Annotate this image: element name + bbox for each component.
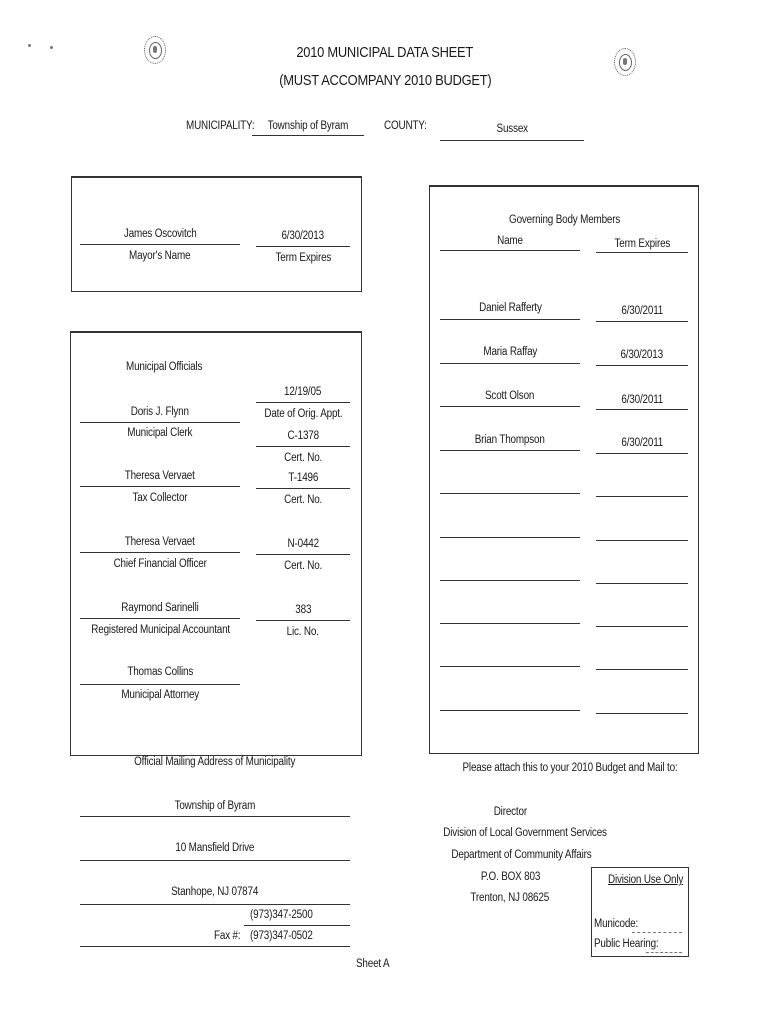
mayor-term-line <box>256 246 350 247</box>
attorney-name-line <box>80 684 240 685</box>
clerk-cert-no: C-1378 <box>287 430 319 442</box>
member-name-line-blank <box>440 580 580 581</box>
cfo-name: Theresa Vervaet <box>124 536 195 548</box>
mayor-name: James Oscovitch <box>123 228 197 240</box>
member-term-line-blank <box>596 583 688 584</box>
member-term-line-blank <box>596 540 688 541</box>
member-name: Maria Raffay <box>483 346 537 358</box>
member-term-line-blank <box>596 669 688 670</box>
tax-collector-name-line <box>80 486 240 487</box>
member-term-line <box>596 365 688 366</box>
mayor-name-line <box>80 244 240 245</box>
attorney-name: Thomas Collins <box>127 666 193 678</box>
cfo-title: Chief Financial Officer <box>113 558 207 570</box>
member-name: Scott Olson <box>485 390 535 402</box>
member-term-line-blank <box>596 496 688 497</box>
public-hearing-field <box>646 952 682 953</box>
governing-term-column: Term Expires <box>614 238 670 250</box>
member-term: 6/30/2011 <box>621 394 663 406</box>
send-to-line2: Division of Local Government Services <box>443 827 607 839</box>
member-name: Daniel Rafferty <box>478 302 542 314</box>
clerk-orig-appt-label: Date of Orig. Appt. <box>263 408 343 420</box>
member-name-line <box>440 406 580 407</box>
mailing-line1-rule <box>80 816 350 817</box>
mailing-fax-rule <box>80 946 350 947</box>
mailing-line2: 10 Mansfield Drive <box>175 842 255 854</box>
clerk-title: Municipal Clerk <box>127 427 193 439</box>
member-term-line-blank <box>596 713 688 714</box>
mailing-line1: Township of Byram <box>174 800 256 812</box>
member-term-line <box>596 453 688 454</box>
member-name-line <box>440 450 580 451</box>
tax-collector-name: Theresa Vervaet <box>124 470 195 482</box>
sheet-subtitle: (MUST ACCOMPANY 2010 BUDGET) <box>278 72 492 89</box>
tax-collector-cert-label: Cert. No. <box>283 494 323 506</box>
send-to-line1: Director <box>493 806 527 818</box>
member-term: 6/30/2011 <box>621 305 663 317</box>
member-term: 6/30/2013 <box>620 349 664 361</box>
send-to-line3: Department of Community Affairs <box>451 849 592 861</box>
member-term-line <box>596 409 688 410</box>
state-seal-left-icon <box>144 36 166 64</box>
fax-label: Fax #: <box>214 930 241 942</box>
member-term: 6/30/2011 <box>621 437 663 449</box>
rma-title: Registered Municipal Accountant <box>91 624 231 636</box>
county-label: COUNTY: <box>384 120 427 132</box>
member-name-line <box>440 319 580 320</box>
rma-name: Raymond Sarinelli <box>121 602 199 614</box>
member-name-line-blank <box>440 493 580 494</box>
tax-collector-cert-line <box>256 488 350 489</box>
cfo-cert-label: Cert. No. <box>283 560 323 572</box>
scan-speck <box>28 44 31 47</box>
rma-lic-no: 383 <box>295 604 311 616</box>
governing-body-heading: Governing Body Members <box>509 214 621 226</box>
clerk-orig-appt-date: 12/19/05 <box>284 386 322 398</box>
cfo-cert-line <box>256 554 350 555</box>
sheet-label: Sheet A <box>356 958 390 970</box>
sheet-title: 2010 MUNICIPAL DATA SHEET <box>296 44 474 61</box>
governing-term-header-line <box>596 252 688 253</box>
mailing-line3-rule <box>80 904 350 905</box>
governing-name-header-line <box>440 250 580 251</box>
municode-field <box>632 932 682 933</box>
member-name-line-blank <box>440 710 580 711</box>
cfo-cert-no: N-0442 <box>287 538 319 550</box>
clerk-cert-label: Cert. No. <box>283 452 323 464</box>
member-name-line-blank <box>440 623 580 624</box>
municipality-value: Township of Byram <box>267 120 349 132</box>
tax-collector-cert-no: T-1496 <box>288 472 318 484</box>
send-to-heading: Please attach this to your 2010 Budget and Mail to: <box>462 762 678 774</box>
tax-collector-title: Tax Collector <box>132 492 188 504</box>
clerk-cert-line <box>256 446 350 447</box>
governing-name-column: Name <box>497 235 523 247</box>
county-line <box>440 140 584 141</box>
mailing-fax: (973)347-0502 <box>250 930 313 942</box>
cfo-name-line <box>80 552 240 553</box>
rma-lic-line <box>256 620 350 621</box>
member-name-line-blank <box>440 537 580 538</box>
send-to-line4: P.O. BOX 803 <box>480 871 540 883</box>
clerk-name-line <box>80 422 240 423</box>
scan-speck <box>50 46 53 49</box>
member-term-line-blank <box>596 626 688 627</box>
mayor-term: 6/30/2013 <box>281 230 325 242</box>
officials-heading: Municipal Officials <box>126 361 203 373</box>
clerk-name: Doris J. Flynn <box>130 406 190 418</box>
county-value: Sussex <box>496 123 528 135</box>
member-term-line <box>596 321 688 322</box>
member-name-line-blank <box>440 666 580 667</box>
mayor-term-label: Term Expires <box>275 252 331 264</box>
rma-name-line <box>80 618 240 619</box>
mailing-phone-rule <box>244 925 350 926</box>
member-name-line <box>440 363 580 364</box>
mailing-phone: (973)347-2500 <box>250 909 313 921</box>
clerk-date-line <box>256 402 350 403</box>
mailing-heading: Official Mailing Address of Municipality <box>134 756 296 768</box>
municode-label: Municode: <box>594 918 639 930</box>
member-name: Brian Thompson <box>475 434 545 446</box>
mailing-line2-rule <box>80 860 350 861</box>
state-seal-right-icon <box>614 48 636 76</box>
mayor-name-label: Mayor's Name <box>129 250 191 262</box>
municipality-label: MUNICIPALITY: <box>186 120 255 132</box>
attorney-title: Municipal Attorney <box>121 689 199 701</box>
send-to-line5: Trenton, NJ 08625 <box>470 892 550 904</box>
rma-lic-label: Lic. No. <box>286 626 320 638</box>
division-use-title: Division Use Only <box>608 874 684 886</box>
mailing-line3: Stanhope, NJ 07874 <box>171 886 259 898</box>
municipality-line <box>252 135 364 136</box>
public-hearing-label: Public Hearing: <box>594 938 659 950</box>
